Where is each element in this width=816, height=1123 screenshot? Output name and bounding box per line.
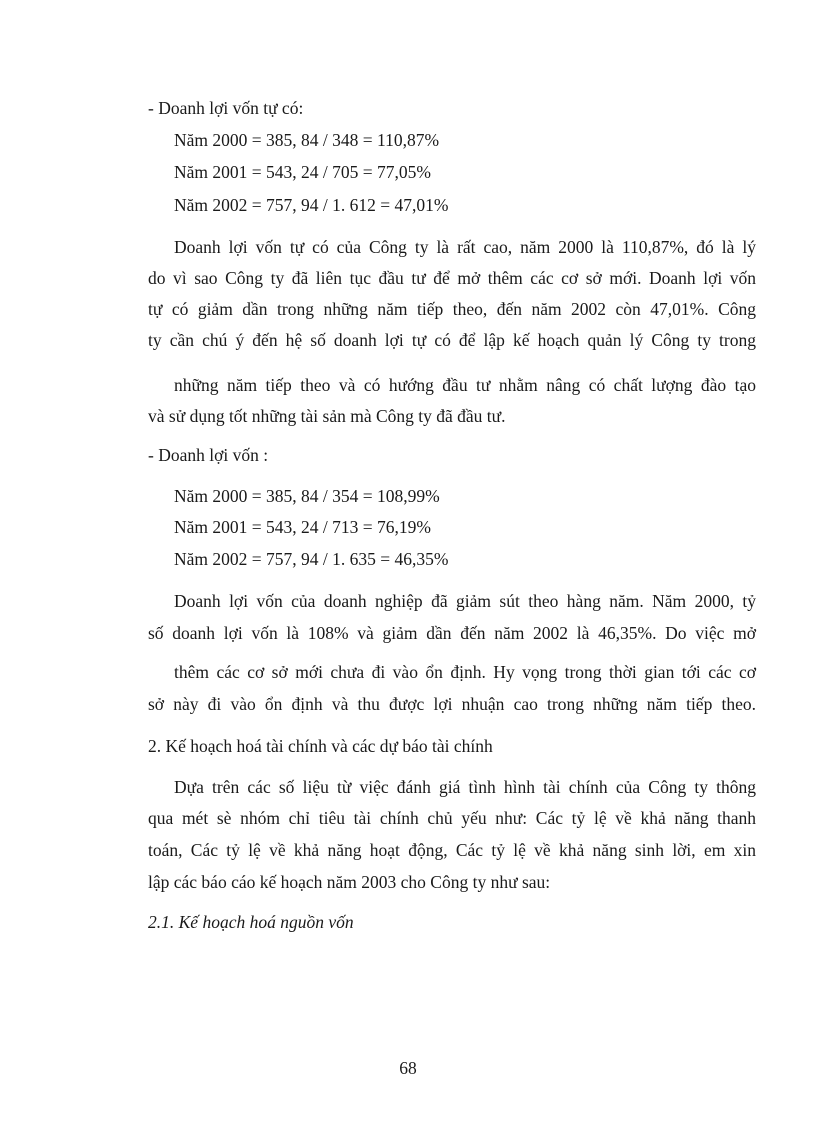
paragraph-line: qua mét sè nhóm chỉ tiêu tài chính chủ yếu như: Các tỷ lệ về khả năng thanh bbox=[148, 808, 756, 828]
section-heading-capital-return: - Doanh lợi vốn : bbox=[148, 445, 269, 465]
equity-return-2000: Năm 2000 = 385, 84 / 348 = 110,87% bbox=[174, 130, 440, 150]
section-heading-equity-return: - Doanh lợi vốn tự có: bbox=[148, 98, 304, 118]
section-heading-financial-planning: 2. Kế hoạch hoá tài chính và các dự báo tài chính bbox=[148, 736, 493, 756]
equity-return-2001: Năm 2001 = 543, 24 / 705 = 77,05% bbox=[174, 162, 431, 182]
capital-return-2002: Năm 2002 = 757, 94 / 1. 635 = 46,35% bbox=[174, 549, 449, 569]
paragraph-line: và sử dụng tốt những tài sản mà Công ty đã đầu tư. bbox=[148, 406, 506, 426]
paragraph-line: những năm tiếp theo và có hướng đầu tư nhằm nâng có chất lượng đào tạo bbox=[174, 375, 756, 395]
paragraph-line: thêm các cơ sở mới chưa đi vào ổn định. Hy vọng trong thời gian tới các cơ bbox=[174, 662, 756, 682]
equity-return-2002: Năm 2002 = 757, 94 / 1. 612 = 47,01% bbox=[174, 195, 449, 215]
paragraph-line: số doanh lợi vốn là 108% và giảm dần đến năm 2002 là 46,35%. Do việc mở bbox=[148, 623, 756, 643]
paragraph-line: Doanh lợi vốn tự có của Công ty là rất cao, năm 2000 là 110,87%, đó là lý bbox=[174, 237, 756, 257]
paragraph-line: tự có giảm dần trong những năm tiếp theo, đến năm 2002 còn 47,01%. Công bbox=[148, 299, 756, 319]
paragraph-line: do vì sao Công ty đã liên tục đầu tư để mở thêm các cơ sở mới. Doanh lợi vốn bbox=[148, 268, 756, 288]
subheading-capital-planning: 2.1. Kế hoạch hoá nguồn vốn bbox=[148, 912, 354, 932]
paragraph-line: ty cần chú ý đến hệ số doanh lợi tự có để lập kế hoạch quản lý Công ty trong bbox=[148, 330, 756, 350]
page-number: 68 bbox=[399, 1058, 417, 1078]
paragraph-line: Dựa trên các số liệu từ việc đánh giá tình hình tài chính của Công ty thông bbox=[174, 777, 756, 797]
capital-return-2000: Năm 2000 = 385, 84 / 354 = 108,99% bbox=[174, 486, 440, 506]
paragraph-line: lập các báo cáo kế hoạch năm 2003 cho Công ty như sau: bbox=[148, 872, 551, 892]
paragraph-line: Doanh lợi vốn của doanh nghiệp đã giảm sút theo hàng năm. Năm 2000, tỷ bbox=[174, 591, 756, 611]
paragraph-line: sở này đi vào ổn định và thu được lợi nhuận cao trong những năm tiếp theo. bbox=[148, 694, 756, 714]
capital-return-2001: Năm 2001 = 543, 24 / 713 = 76,19% bbox=[174, 517, 431, 537]
paragraph-line: toán, Các tỷ lệ về khả năng hoạt động, Các tỷ lệ về khả năng sinh lời, em xin bbox=[148, 840, 756, 860]
